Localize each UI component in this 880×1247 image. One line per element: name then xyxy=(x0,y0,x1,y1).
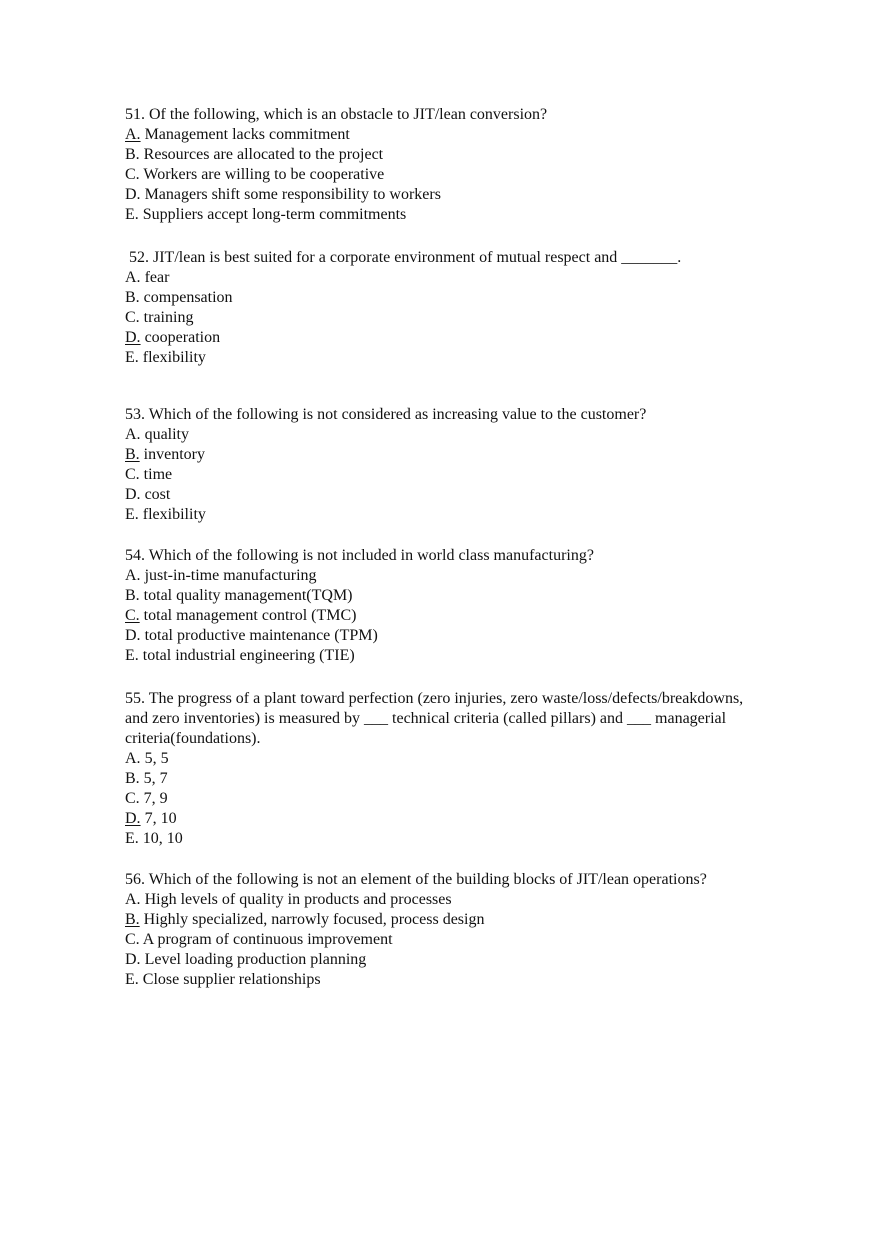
option-item xyxy=(125,348,765,368)
option-item xyxy=(125,626,765,646)
option-item xyxy=(125,425,765,445)
option-item xyxy=(125,268,765,288)
option-text: Workers are willing to be cooperative xyxy=(143,166,385,183)
option-letter: C. xyxy=(125,931,140,948)
option-text: inventory xyxy=(143,446,205,463)
option-text: time xyxy=(143,466,173,483)
option-item xyxy=(125,165,765,185)
question-54 xyxy=(125,546,765,666)
option-letter: D. xyxy=(125,627,141,644)
option-letter: E. xyxy=(125,206,139,223)
option-item xyxy=(125,485,765,505)
option-letter: B. xyxy=(125,770,140,787)
option-item xyxy=(125,288,765,308)
question-56 xyxy=(125,870,765,990)
option-item xyxy=(125,586,765,606)
option-list xyxy=(125,890,765,990)
option-text: total quality management(TQM) xyxy=(143,587,353,604)
option-letter: A. xyxy=(125,891,141,908)
option-item xyxy=(125,465,765,485)
option-text: total industrial engineering (TIE) xyxy=(142,647,355,664)
option-list xyxy=(125,268,765,368)
option-text: High levels of quality in products and processes xyxy=(144,891,452,908)
option-letter: E. xyxy=(125,506,139,523)
option-letter: C. xyxy=(125,466,140,483)
option-list xyxy=(125,749,755,849)
option-letter: E. xyxy=(125,349,139,366)
option-letter: C. xyxy=(125,166,140,183)
option-letter: B. xyxy=(125,289,140,306)
option-text: A program of continuous improvement xyxy=(142,931,393,948)
option-list xyxy=(125,566,765,666)
option-item xyxy=(125,566,765,586)
option-item xyxy=(125,829,755,849)
option-text: 10, 10 xyxy=(142,830,183,847)
option-text: total management control (TMC) xyxy=(143,607,357,624)
option-text: Highly specialized, narrowly focused, process design xyxy=(143,911,485,928)
question-stem: 54. Which of the following is not included in world class manufacturing? xyxy=(125,547,594,564)
option-text: quality xyxy=(144,426,189,443)
option-text: 5, 7 xyxy=(143,770,168,787)
option-letter: A. xyxy=(125,426,141,443)
option-letter: C. xyxy=(125,309,140,326)
option-item xyxy=(125,205,765,225)
option-letter: C. xyxy=(125,790,140,807)
option-letter: D. xyxy=(125,486,141,503)
option-item xyxy=(125,769,755,789)
option-letter: B. xyxy=(125,146,140,163)
question-stem: 56. Which of the following is not an element of the building blocks of JIT/lean operations? xyxy=(125,871,707,888)
option-text: 7, 9 xyxy=(143,790,168,807)
option-text: Level loading production planning xyxy=(144,951,367,968)
option-item xyxy=(125,445,765,465)
option-item xyxy=(125,308,765,328)
option-list xyxy=(125,425,765,525)
question-stem: 52. JIT/lean is best suited for a corporate environment of mutual respect and _______. xyxy=(125,249,682,266)
option-item xyxy=(125,505,765,525)
option-text: compensation xyxy=(143,289,233,306)
option-item xyxy=(125,789,755,809)
option-text: Resources are allocated to the project xyxy=(143,146,384,163)
option-letter: D. xyxy=(125,951,141,968)
option-item xyxy=(125,930,765,950)
option-item xyxy=(125,970,765,990)
option-text: 5, 5 xyxy=(144,750,169,767)
option-letter: E. xyxy=(125,830,139,847)
option-item xyxy=(125,646,765,666)
option-item xyxy=(125,910,765,930)
question-stem: 51. Of the following, which is an obstacle to JIT/lean conversion? xyxy=(125,106,548,123)
option-text: cost xyxy=(144,486,171,503)
question-stem: 55. The progress of a plant toward perfection (zero injuries, zero waste/loss/defects/breakdowns, and zero inventories) is measured by ___ technical criteria (called pillars) and ___ managerial criteria(foundations). xyxy=(125,690,744,747)
option-list xyxy=(125,125,765,225)
option-letter: E. xyxy=(125,971,139,988)
option-text: Management lacks commitment xyxy=(144,126,350,143)
option-text: 7, 10 xyxy=(144,810,177,827)
option-text: Managers shift some responsibility to workers xyxy=(144,186,441,203)
option-item xyxy=(125,749,755,769)
option-item xyxy=(125,125,765,145)
option-item xyxy=(125,606,765,626)
option-text: fear xyxy=(144,269,170,286)
option-text: Suppliers accept long-term commitments xyxy=(142,206,407,223)
option-letter: A. xyxy=(125,750,141,767)
option-item xyxy=(125,145,765,165)
option-item xyxy=(125,809,755,829)
option-letter: A. xyxy=(125,567,141,584)
option-letter: B. xyxy=(125,911,140,928)
option-text: flexibility xyxy=(142,349,206,366)
option-text: total productive maintenance (TPM) xyxy=(144,627,378,644)
question-53 xyxy=(125,405,765,525)
option-letter: A. xyxy=(125,126,141,143)
option-text: Close supplier relationships xyxy=(142,971,321,988)
option-letter: D. xyxy=(125,329,141,346)
option-item xyxy=(125,185,765,205)
option-text: flexibility xyxy=(142,506,206,523)
option-text: training xyxy=(143,309,194,326)
question-55 xyxy=(125,689,755,849)
option-item xyxy=(125,890,765,910)
option-text: cooperation xyxy=(144,329,221,346)
option-letter: D. xyxy=(125,810,141,827)
question-52 xyxy=(125,248,765,368)
option-item xyxy=(125,328,765,348)
option-letter: D. xyxy=(125,186,141,203)
question-51 xyxy=(125,105,765,225)
question-stem: 53. Which of the following is not considered as increasing value to the customer? xyxy=(125,406,647,423)
option-letter: B. xyxy=(125,446,140,463)
option-letter: E. xyxy=(125,647,139,664)
option-item xyxy=(125,950,765,970)
option-text: just-in-time manufacturing xyxy=(144,567,317,584)
option-letter: A. xyxy=(125,269,141,286)
option-letter: B. xyxy=(125,587,140,604)
option-letter: C. xyxy=(125,607,140,624)
